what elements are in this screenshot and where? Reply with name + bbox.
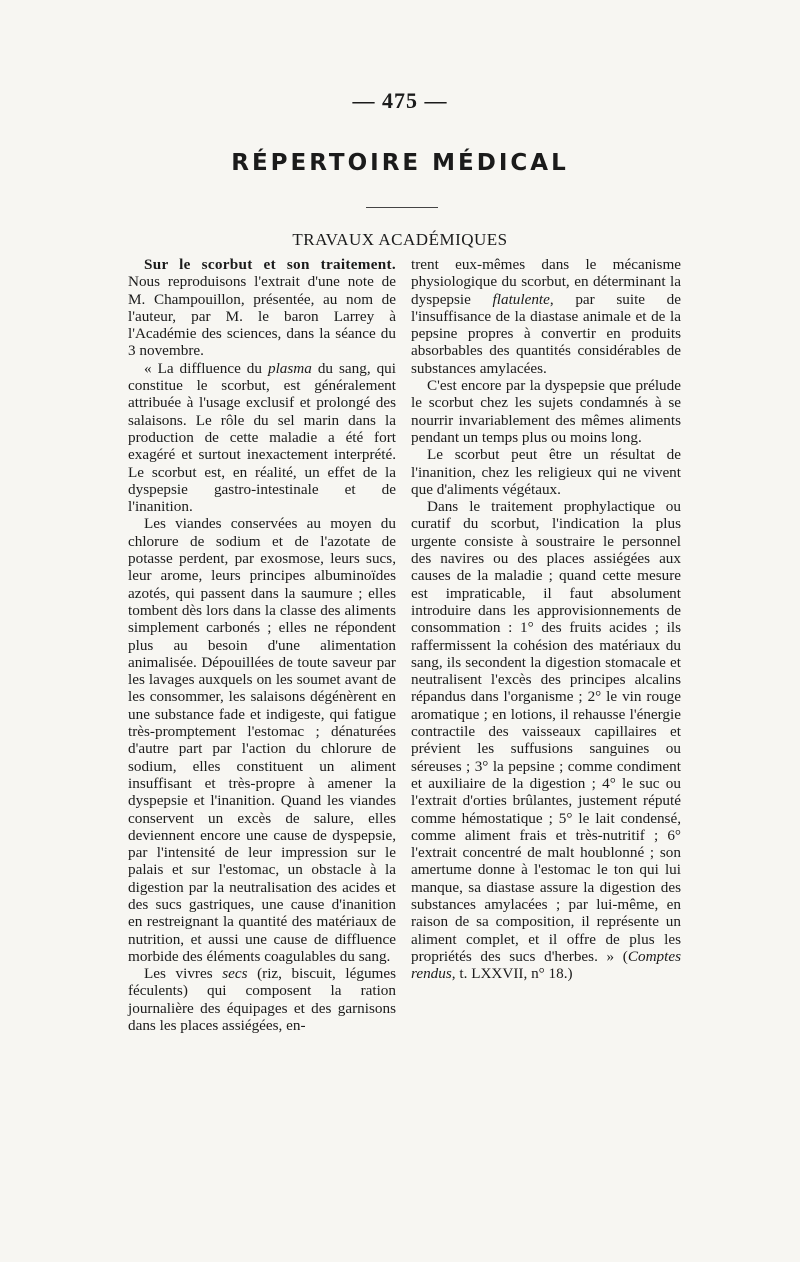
text-run: , t. LXXVII, n° 18.)	[451, 965, 573, 983]
paragraph-continued	[411, 256, 681, 377]
paragraph: C'est encore par la dyspepsie que prélude le scorbut chez les sujets condamnés à se nourrir invariablement des mêmes aliments pendant un temps plus ou moins long.	[411, 377, 681, 446]
text-run: du sang, qui constitue le scorbut, est généralement attribuée à l'usage exclusif et prolongé des salaisons. Le rôle du sel marin dans la production de cette maladie a été fort exagéré et surtout inexactement interprété. Le scorbut est, en réalité, un effet de la dyspepsie gastro-intestinale et de l'inanition.	[128, 359, 396, 516]
text-run: trent eux-mêmes dans le mécanisme physiologique du scorbut, en déterminant la dyspepsie	[411, 256, 681, 308]
paragraph	[411, 498, 681, 982]
title-rule	[366, 207, 438, 208]
section-title: RÉPERTOIRE MÉDICAL	[231, 150, 569, 176]
citation-source: Comptes rendus	[411, 947, 681, 983]
right-column	[411, 256, 681, 982]
paragraph	[128, 965, 396, 1034]
left-column	[128, 256, 396, 1034]
text-run: , par suite de l'insuffisance de la diastase animale et de la pepsine propres à convertir en produits absorbables des quantités considérables de substances amylacées.	[411, 290, 681, 377]
italic-run: secs	[222, 965, 248, 983]
intro-text: Nous reproduisons l'extrait d'une note de M. Champouillon, présentée, au nom de l'auteur, par M. le baron Larrey à l'Académie des sciences, dans la séance du 3 novembre.	[128, 273, 396, 360]
paragraph	[128, 360, 396, 516]
text-run: Dans le traitement prophylactique ou curatif du scorbut, l'indication la plus urgente consiste à soustraire le personnel des navires ou des places assiégées aux causes de la maladie ; quand cette mesure est impraticable, il faut absolument introduire dans les approvisionnements de consommation : 1° des fruits acides ; ils raffermissent la cohésion des matériaux du sang, ils secondent la digestion stomacale et neutralisent l'excès des principes alcalins répandus dans l'organisme ; 2° le vin rouge aromatique ; en lotions, il rehausse l'énergie contractile des vaisseaux capillaires et prévient les suffusions sanguines ou séreuses ; 3° la pepsine ; comme condiment et auxiliaire de la digestion ; 4° le suc ou l'extrait d'orties brûlantes, justement réputé comme hémostatique ; 5° le lait condensé, comme aliment frais et très-nutritif ; 6° l'extrait concentré de malt houblonné ; son amertume donne à l'estomac le ton qui lui manque, sa diastase assure la digestion des substances amylacées ; par lui-même, en raison de sa composition, il représente un aliment complet, et il offre de plus les propriétés des sucs d'herbes. » (	[411, 498, 681, 965]
subsection-title: TRAVAUX ACADÉMIQUES	[292, 230, 508, 249]
page-number: — 475 —	[352, 88, 448, 113]
paragraph: Le scorbut peut être un résultat de l'inanition, chez les religieux qui ne vivent que d'aliments végétaux.	[411, 446, 681, 498]
italic-run: flatulente	[492, 290, 550, 308]
article-title: Sur le scorbut et son traitement.	[144, 256, 396, 273]
text-run: Les vivres	[144, 965, 223, 983]
italic-run: plasma	[267, 359, 312, 377]
paragraph-intro	[128, 256, 396, 360]
paragraph: Les viandes conservées au moyen du chlorure de sodium et de l'azotate de potasse perdent, par exosmose, leurs sucs, leur arome, leurs principes albuminoïdes azotés, qui passent dans la saumure ; elles tombent dès lors dans la classe des aliments simplement carbonés ; elles ne répondent plus au besoin d'une alimentation animalisée. Dépouillées de toute saveur par les lavages auxquels on les soumet avant de les consommer, les salaisons dégénèrent en une substance fade et indigeste, qui fatigue très-promptement l'estomac ; dénaturées d'autre part par l'action du chlorure de sodium, elles constituent un aliment insuffisant et très-propre à amener la dyspepsie et l'inanition. Quand les viandes conservent un excès de salure, elles deviennent encore une cause de dyspepsie, par l'intensité de leur impression sur le palais et sur l'estomac, un obstacle à la digestion par la neutralisation des acides et des sucs gastriques, une cause d'inanition en restreignant la quantité des matériaux de nutrition, et aussi une cause de diffluence morbide des éléments coagulables du sang.	[128, 515, 396, 965]
text-run: « La diffluence du	[144, 359, 268, 377]
text-run: (riz, biscuit, légumes féculents) qui composent la ration journalière des équipages et des garnisons dans les places assiégées, en-	[128, 965, 397, 1035]
